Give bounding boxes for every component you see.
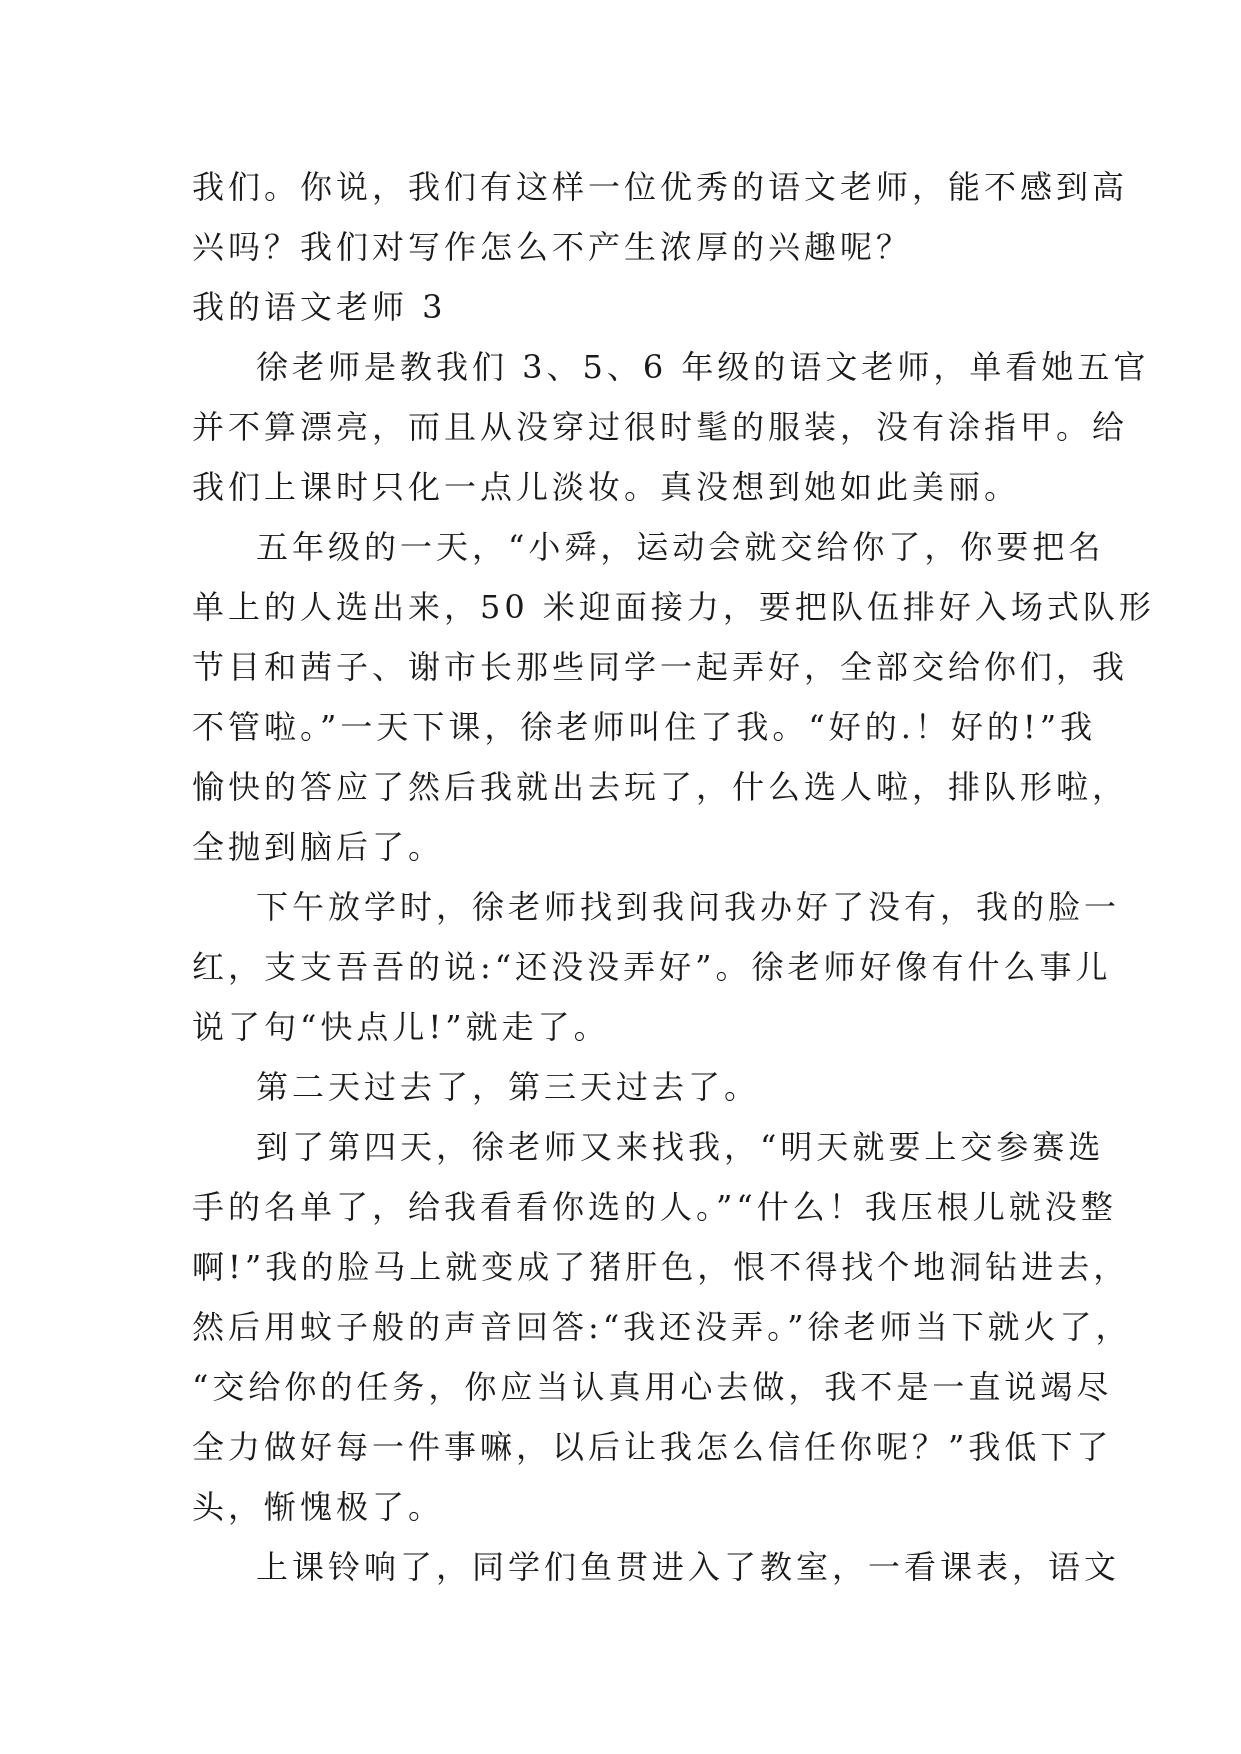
text-line: 红，支支吾吾的说:“还没没弄好”。徐老师好像有什么事儿 <box>192 948 1112 986</box>
text-line: 全抛到脑后了。 <box>192 828 445 866</box>
paragraph-first-line: 上课铃响了，同学们鱼贯进入了教室，一看课表，语文 <box>256 1548 1121 1586</box>
section-heading: 我的语文老师 3 <box>192 288 447 326</box>
text-line: 然后用蚊子般的声音回答:“我还没弄。”徐老师当下就火了， <box>192 1308 1132 1346</box>
text-line: 全力做好每一件事嘛，以后让我怎么信任你呢？”我低下了 <box>192 1428 1113 1466</box>
text-line: 节目和茜子、谢市长那些同学一起弄好，全部交给你们，我 <box>192 648 1129 686</box>
text-line: 我们上课时只化一点儿淡妆。真没想到她如此美丽。 <box>192 468 1021 506</box>
paragraph-first-line: 徐老师是教我们 3、5、6 年级的语文老师，单看她五官 <box>256 348 1150 386</box>
paragraph-first-line: 到了第四天，徐老师又来找我，“明天就要上交参赛选 <box>256 1128 1105 1166</box>
text-line: 单上的人选出来，50 米迎面接力，要把队伍排好入场式队形 <box>192 588 1155 626</box>
text-line: 啊!”我的脸马上就变成了猪肝色，恨不得找个地洞钻进去， <box>192 1248 1130 1286</box>
text-line: 手的名单了，给我看看你选的人。”“什么！我压根儿就没整 <box>192 1188 1117 1226</box>
text-line: 头，惭愧极了。 <box>192 1488 445 1526</box>
text-line: 我们。你说，我们有这样一位优秀的语文老师，能不感到高 <box>192 168 1129 206</box>
text-line: 说了句“快点儿!”就走了。 <box>192 1008 610 1046</box>
text-line: 不管啦。”一天下课，徐老师叫住了我。“好的.！好的!”我 <box>192 708 1097 746</box>
paragraph-first-line: 下午放学时，徐老师找到我问我办好了没有，我的脸一 <box>256 888 1121 926</box>
text-line: 愉快的答应了然后我就出去玩了，什么选人啦，排队形啦， <box>192 768 1129 806</box>
text-line: 并不算漂亮，而且从没穿过很时髦的服装，没有涂指甲。给 <box>192 408 1129 446</box>
document-body <box>192 157 1155 1597</box>
paragraph-first-line: 第二天过去了，第三天过去了。 <box>256 1068 761 1106</box>
paragraph-first-line: 五年级的一天，“小舜，运动会就交给你了，你要把名 <box>256 528 1105 566</box>
text-line: 兴吗？我们对写作怎么不产生浓厚的兴趣呢？ <box>192 228 913 266</box>
text-line: “交给你的任务，你应当认真用心去做，我不是一直说竭尽 <box>192 1368 1113 1406</box>
